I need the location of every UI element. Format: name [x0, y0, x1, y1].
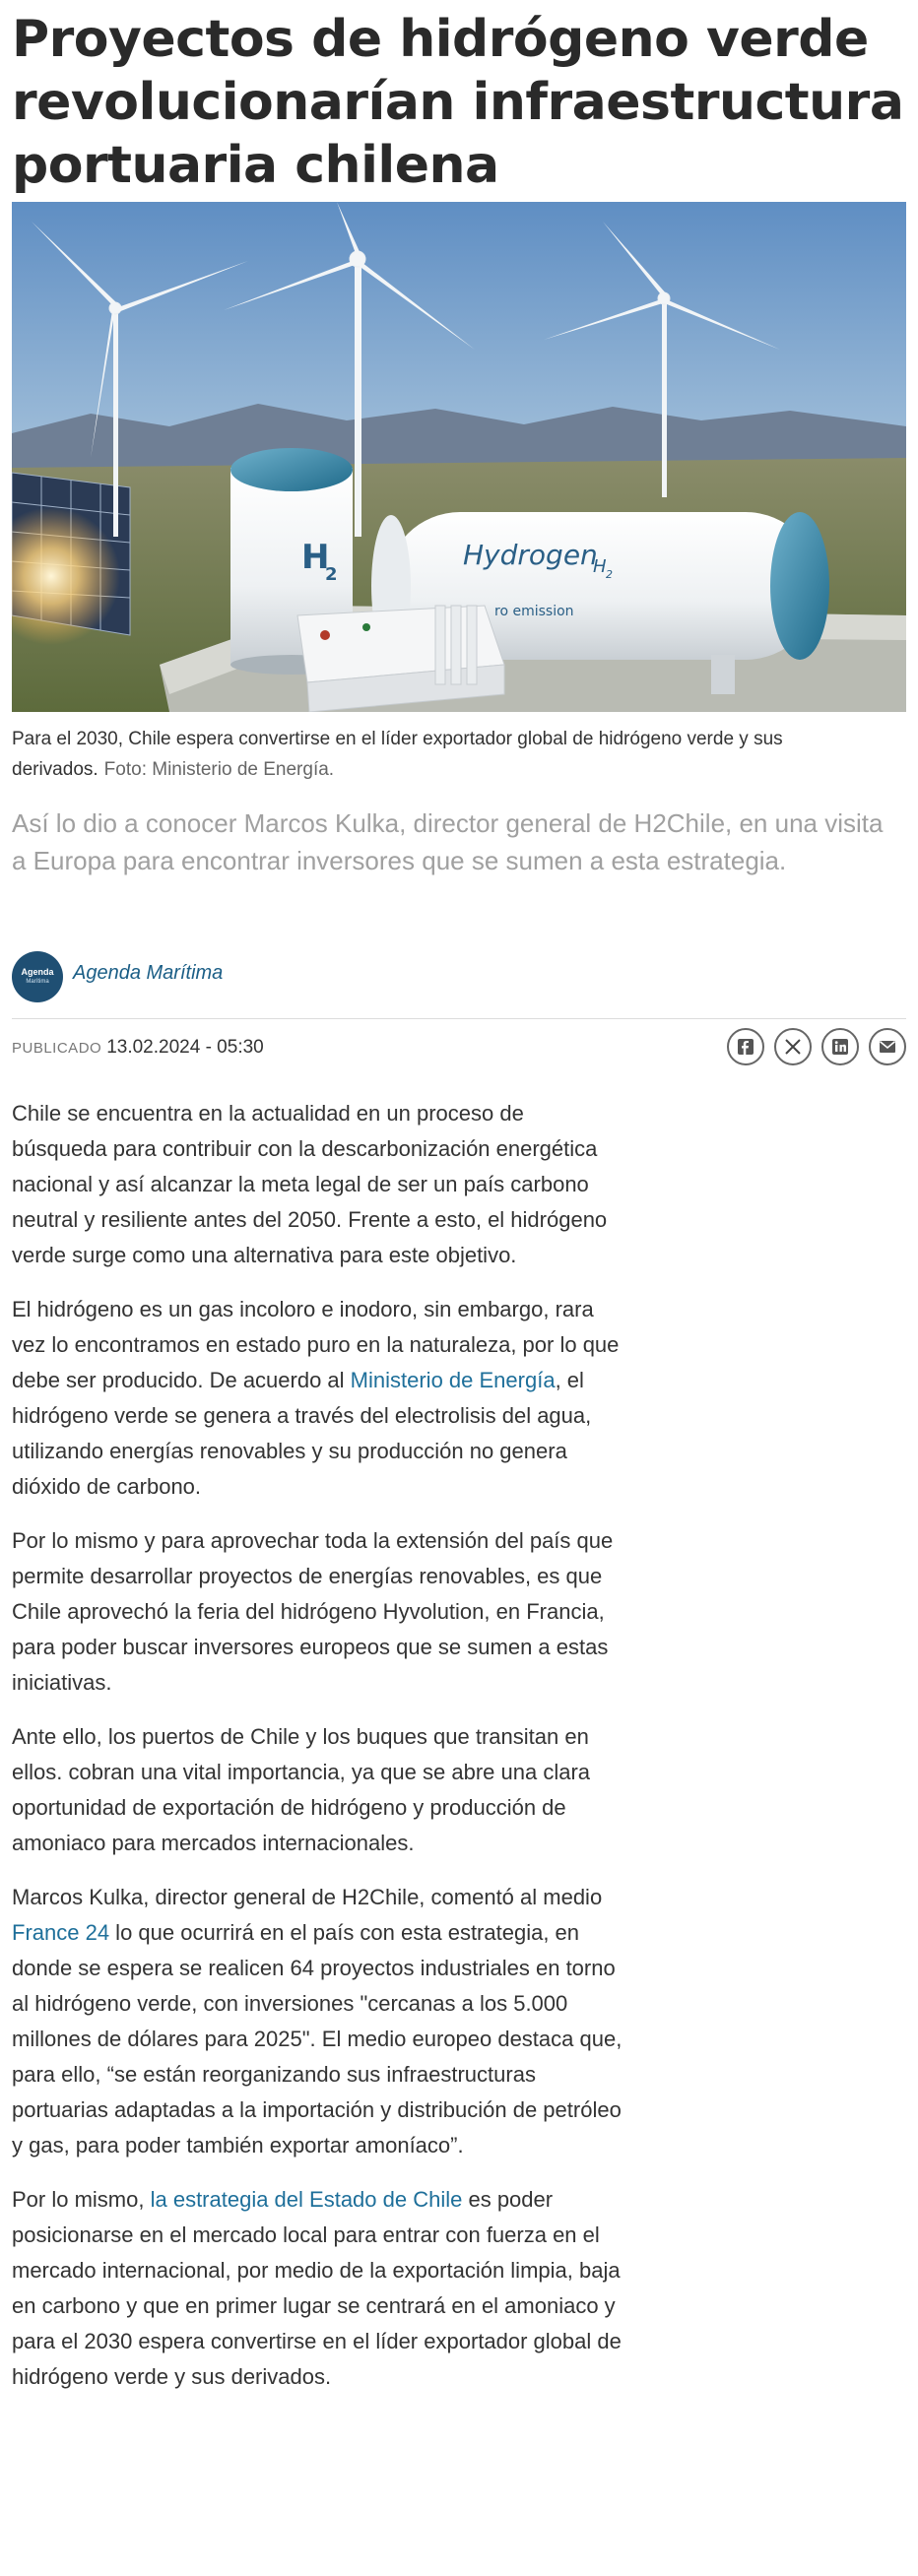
author-avatar[interactable] — [12, 951, 63, 1002]
paragraph-6-text-b: es poder posicionarse en el mercado local para entrar con fuerza en el mercado internacional, por medio de la exportación limpia, baja en carbono y que en primer lugar se centrará en el amoniaco y para el 2030 espera convertirse en el líder exportador global de hidrógeno verde y sus derivados. — [12, 2187, 622, 2389]
tank-right-2: 2 — [606, 568, 613, 581]
paragraph-5-text-a: Marcos Kulka, director general de H2Chile, comentó al medio — [12, 1885, 603, 1909]
mail-icon — [878, 1037, 897, 1057]
avatar-line-2: Marítima — [26, 979, 49, 985]
headline-line-2: revolucionarían infraestructura — [12, 73, 904, 132]
paragraph-1: Chile se encuentra en la actualidad en un proceso de búsqueda para contribuir con la descarbonización energética nacional y así alcanzar la meta legal de ser un país carbono neutral y resiliente antes del 2050. Frente a esto, el hidrógeno verde surge como una alternativa para este objetivo. — [12, 1101, 608, 1267]
paragraph-2 — [12, 1292, 623, 1505]
estrategia-estado-link[interactable]: la estrategia del Estado de Chile — [150, 2187, 463, 2212]
author-block[interactable] — [12, 951, 223, 1002]
x-icon — [783, 1037, 803, 1057]
linkedin-icon — [830, 1037, 850, 1057]
tank-right-emission: ro emission — [494, 604, 574, 619]
image-caption — [12, 724, 903, 785]
caption-text: Para el 2030, Chile espera convertirse en el líder exportador global de hidrógeno verde y sus derivados. — [12, 729, 783, 780]
share-buttons — [727, 1028, 906, 1065]
france-24-link[interactable]: France 24 — [12, 1920, 110, 1945]
hero-image — [12, 202, 906, 712]
published-date: 13.02.2024 - 05:30 — [106, 1037, 264, 1058]
author-name-link[interactable]: Agenda Marítima — [73, 961, 224, 984]
paragraph-5-text-b: lo que ocurrirá en el país con esta estrategia, en donde se espera se realicen 64 proyectos industriales en torno al hidrógeno verde, con inversiones "cercanas a los 5.000 millones de dólares para 2025". El medio europeo destaca que, para ello, “se están reorganizando sus infraestructuras portuarias adaptadas a la importación y distribución de petróleo y gas, para poder también exportar amoníaco”. — [12, 1920, 623, 2157]
headline-line-3: portuaria chilena — [12, 136, 499, 195]
share-x-button[interactable] — [774, 1028, 812, 1065]
avatar-line-1: Agenda — [21, 967, 54, 977]
paragraph-5 — [12, 1880, 623, 2163]
paragraph-3: Por lo mismo y para aprovechar toda la extensión del país que permite desarrollar proyectos de energías renovables, es que Chile aprovechó la feria del hidrógeno Hyvolution, en Francia, para poder buscar inversores europeos que se sumen a estas iniciativas. — [12, 1528, 614, 1695]
paragraph-4: Ante ello, los puertos de Chile y los buques que transitan en ellos. cobran una vital importancia, ya que se abre una clara oportunidad de exportación de hidrógeno y producción de amoniaco para mercados internacionales. — [12, 1724, 591, 1855]
tank-right-hydrogen: Hydrogen — [463, 539, 598, 571]
photo-credit: Foto: Ministerio de Energía. — [103, 759, 335, 780]
article-body — [12, 1096, 623, 2414]
tank-left-h: H — [301, 538, 330, 577]
hydrogen-tanks-illustration — [12, 202, 906, 712]
article-headline — [12, 8, 908, 197]
headline-line-1: Proyectos de hidrógeno verde — [12, 10, 869, 69]
share-linkedin-button[interactable] — [821, 1028, 859, 1065]
paragraph-6 — [12, 2182, 623, 2395]
paragraph-2-text-a: El hidrógeno es un gas incoloro e inodoro, sin embargo, rara vez lo encontramos en estado puro en la naturaleza, por lo que debe ser producido. De acuerdo al — [12, 1297, 620, 1392]
share-facebook-button[interactable] — [727, 1028, 764, 1065]
published-meta — [12, 1032, 264, 1063]
paragraph-6-text-a: Por lo mismo, — [12, 2187, 151, 2212]
facebook-icon — [736, 1037, 755, 1057]
paragraph-2-text-b: , el hidrógeno verde se genera a través del electrolisis del agua, utilizando energías renovables y su producción no genera dióxido de carbono. — [12, 1368, 592, 1499]
tank-left-sub: 2 — [325, 564, 338, 585]
article-lead: Así lo dio a conocer Marcos Kulka, director general de H2Chile, en una visita a Europa para encontrar inversores que se sumen a esta estrategia. — [12, 808, 884, 875]
tank-right-h: H — [593, 556, 607, 577]
ministerio-energia-link[interactable]: Ministerio de Energía — [350, 1368, 556, 1392]
meta-divider — [12, 1018, 906, 1019]
electrolyzer-unit — [297, 606, 504, 712]
share-mail-button[interactable] — [869, 1028, 906, 1065]
published-label: PUBLICADO — [12, 1039, 102, 1057]
